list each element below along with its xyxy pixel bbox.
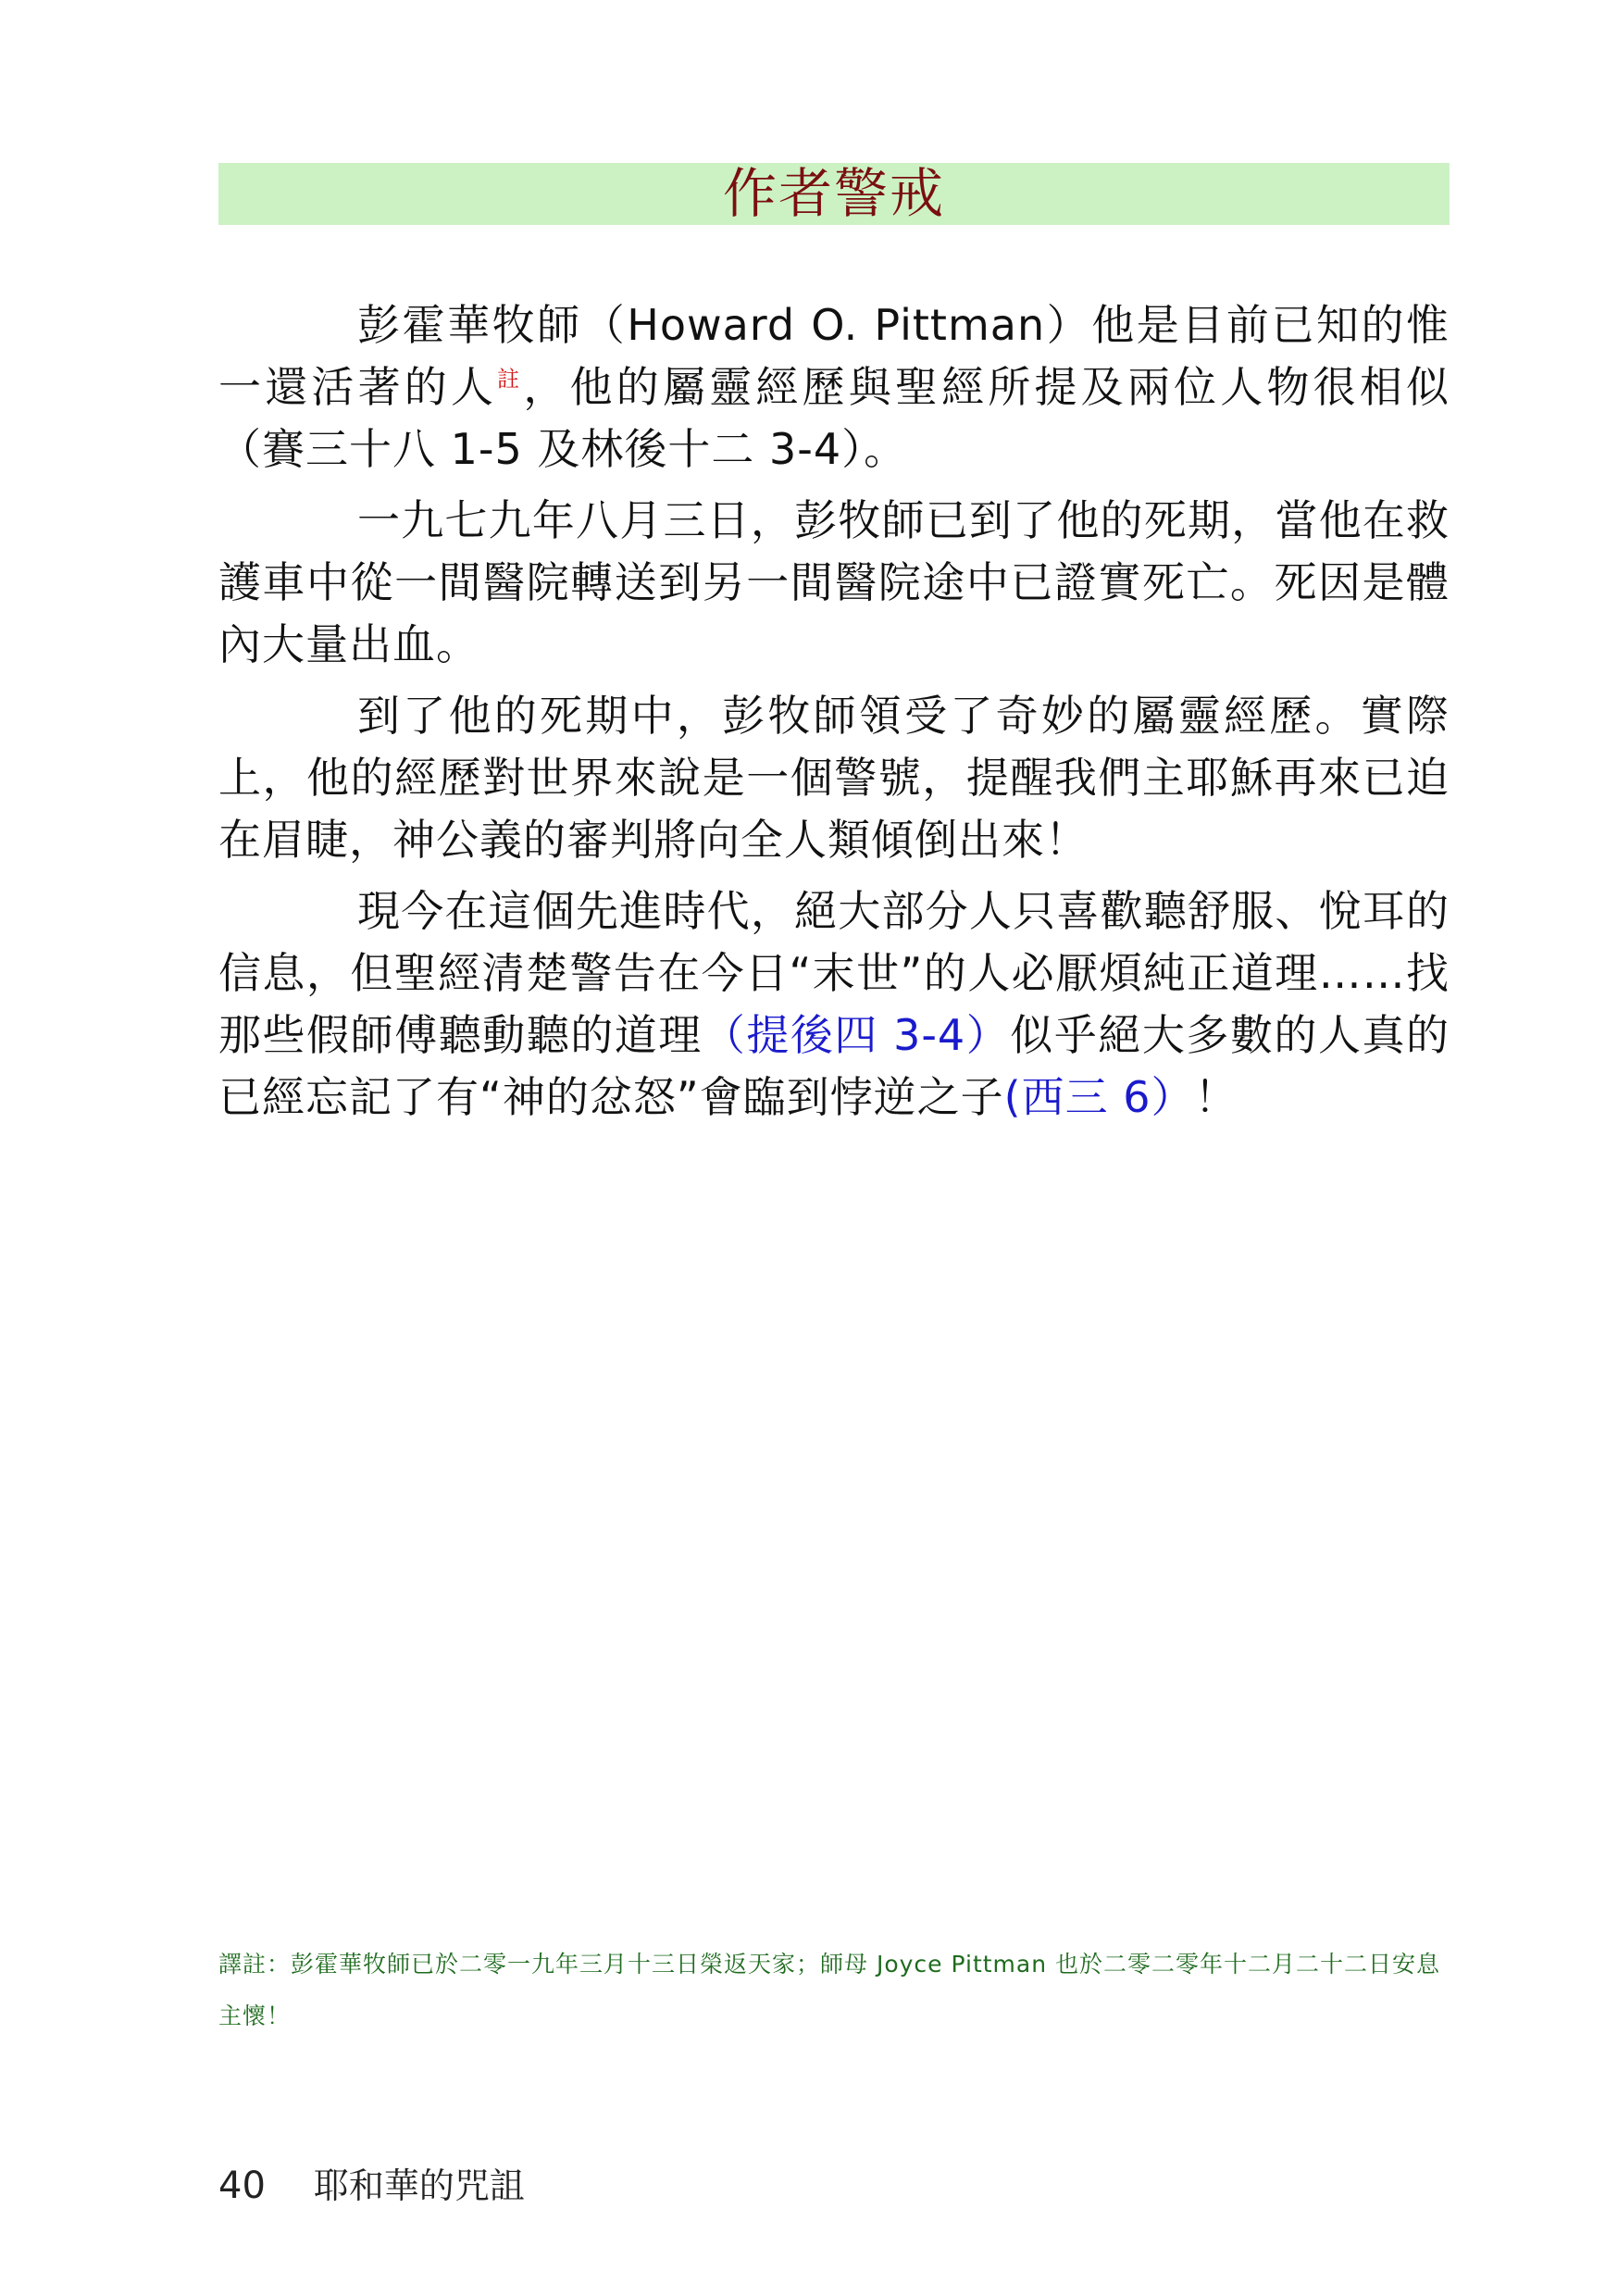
title-banner [218, 163, 1450, 225]
paragraph-4-text-c: ！ [1194, 1072, 1238, 1122]
paragraph-4-text-b: 似乎絕大多數的人真的已經忘記了有“神的忿怒”會臨到悖逆之子 [218, 1010, 1450, 1122]
page-footer [218, 2157, 525, 2208]
paragraph-4 [218, 880, 1450, 1129]
paragraph-1-text-a: 彭霍華牧師（Howard O. Pittman）他是目前已知的惟一還活著的人 [218, 300, 1450, 412]
paragraph-3: 到了他的死期中，彭牧師領受了奇妙的屬靈經歷。實際上，他的經歷對世界來說是一個警號，提醒我們主耶穌再來已迫在眉睫，神公義的審判將向全人類傾倒出來！ [218, 691, 1450, 865]
paragraph-1 [218, 294, 1450, 480]
paragraph-2: 一九七九年八月三日，彭牧師已到了他的死期，當他在救護車中從一間醫院轉送到另一間醫院途中已證實死亡。死因是體內大量出血。 [218, 495, 1450, 669]
running-book-title: 耶和華的咒詛 [313, 2165, 525, 2206]
page-title: 作者警戒 [722, 162, 945, 225]
paragraph-1-text-b: ，他的屬靈經歷與聖經所提及兩位人物很相似（賽三十八 1-5 及林後十二 3-4）。 [218, 362, 1450, 474]
scripture-reference-2tim: （提後四 3-4） [702, 1010, 1011, 1060]
body-text [218, 294, 1450, 1138]
scripture-reference-col: (西三 6） [1003, 1072, 1195, 1122]
footnote-marker: 註 [497, 366, 524, 393]
paragraph-4-text-a: 現今在這個先進時代，絕大部分人只喜歡聽舒服、悅耳的信息，但聖經清楚警告在今日“末世”的人必厭煩純正道理……找那些假師傅聽動聽的道理 [218, 886, 1450, 1060]
page-number: 40 [218, 2165, 266, 2207]
translator-footnote: 譯註：彭霍華牧師已於二零一九年三月十三日榮返天家；師母 Joyce Pittman 也於二零二零年十二月二十二日安息主懷！ [218, 1951, 1441, 2029]
